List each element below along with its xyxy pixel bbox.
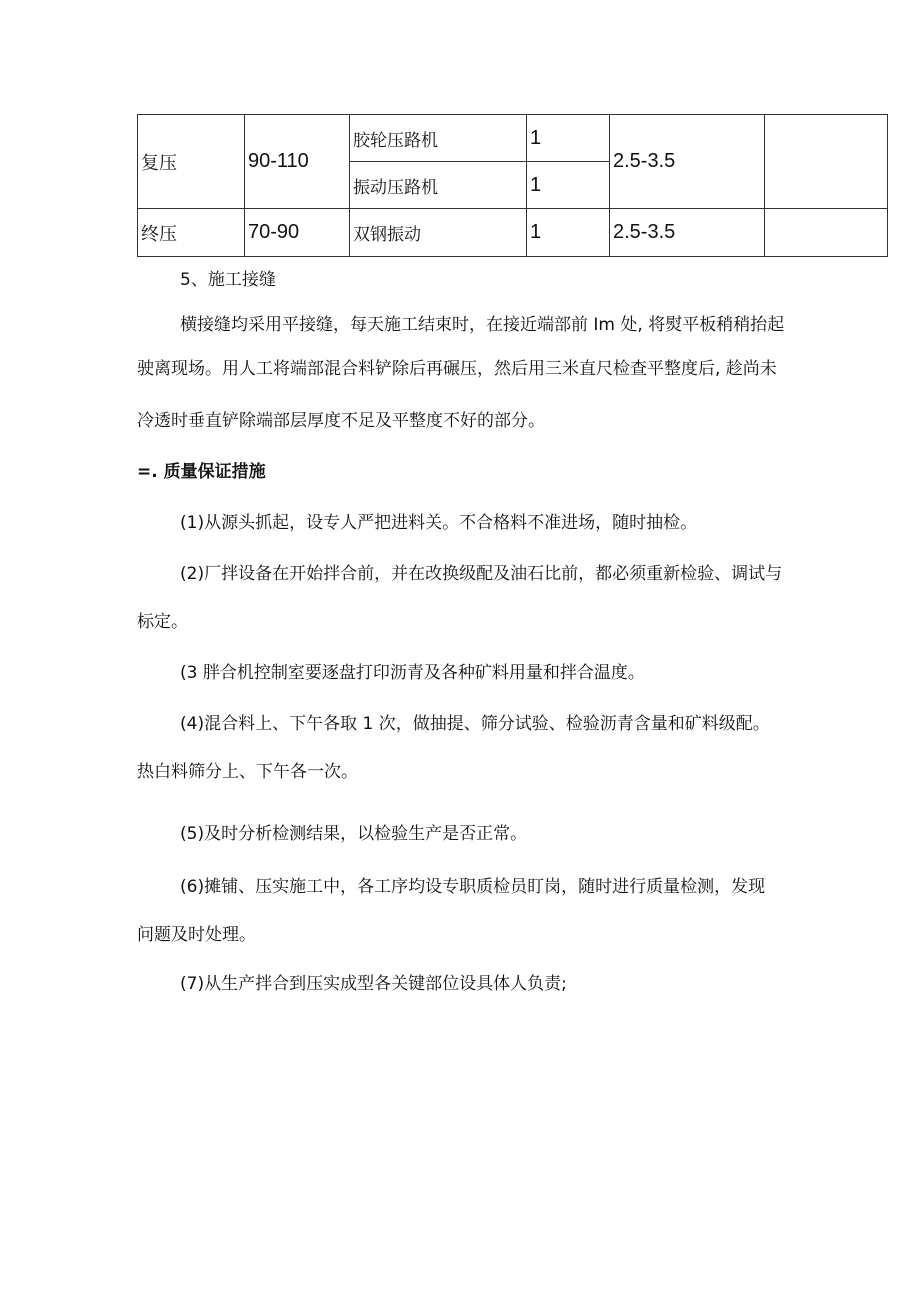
list-item: (1)从源头抓起，设专人严把进料关。不合格料不准进场，随时抽检。 (180, 513, 698, 533)
speed-cell: 2.5-3.5 (610, 115, 765, 209)
stage-cell: 终压 (138, 209, 245, 257)
list-item-continuation: 标定。 (137, 612, 188, 632)
list-item: (6)摊铺、压实施工中，各工序均设专职质检员盯岗，随时进行质量检测，发现 (180, 877, 766, 897)
table-row (138, 115, 888, 162)
list-item: (4)混合料上、下午各取 1 次，做抽提、筛分试验、检验沥青含量和矿料级配。 (180, 714, 770, 734)
quality-heading: =. 质量保证措施 (137, 462, 266, 482)
compaction-table (137, 114, 888, 257)
list-item-continuation: 热白料筛分上、下午各一次。 (137, 762, 358, 782)
speed-cell: 2.5-3.5 (610, 209, 765, 257)
list-item: (3 胖合机控制室要逐盘打印沥青及各种矿料用量和拌合温度。 (180, 663, 645, 683)
count-cell: 1 (527, 115, 610, 162)
table-row (138, 209, 888, 257)
paragraph-line: 驶离现场。用人工将端部混合料铲除后再碾压，然后用三米直尺检查平整度后, 趁尚未 (137, 359, 777, 379)
note-cell (765, 115, 888, 209)
list-item-continuation: 问题及时处理。 (137, 925, 256, 945)
count-cell: 1 (527, 162, 610, 209)
count-cell: 1 (527, 209, 610, 257)
list-item: (7)从生产拌合到压实成型各关键部位设具体人负责; (180, 974, 567, 994)
note-cell (765, 209, 888, 257)
machine-cell: 胶轮压路机 (350, 115, 527, 162)
list-item: (5)及时分析检测结果，以检验生产是否正常。 (180, 824, 528, 844)
paragraph-line: 冷透时垂直铲除端部层厚度不足及平整度不好的部分。 (137, 411, 545, 431)
machine-cell: 双钢振动 (350, 209, 527, 257)
list-item: (2)厂拌设备在开始拌合前，并在改换级配及油石比前，都必须重新检验、调试与 (180, 564, 783, 584)
temperature-cell: 70-90 (245, 209, 350, 257)
section-heading: 5、施工接缝 (180, 270, 276, 290)
machine-cell: 振动压路机 (350, 162, 527, 209)
paragraph-line: 横接缝均采用平接缝，每天施工结束时，在接近端部前 Im 处, 将熨平板稍稍抬起 (180, 315, 785, 335)
stage-cell: 复压 (138, 115, 245, 209)
temperature-cell: 90-110 (245, 115, 350, 209)
